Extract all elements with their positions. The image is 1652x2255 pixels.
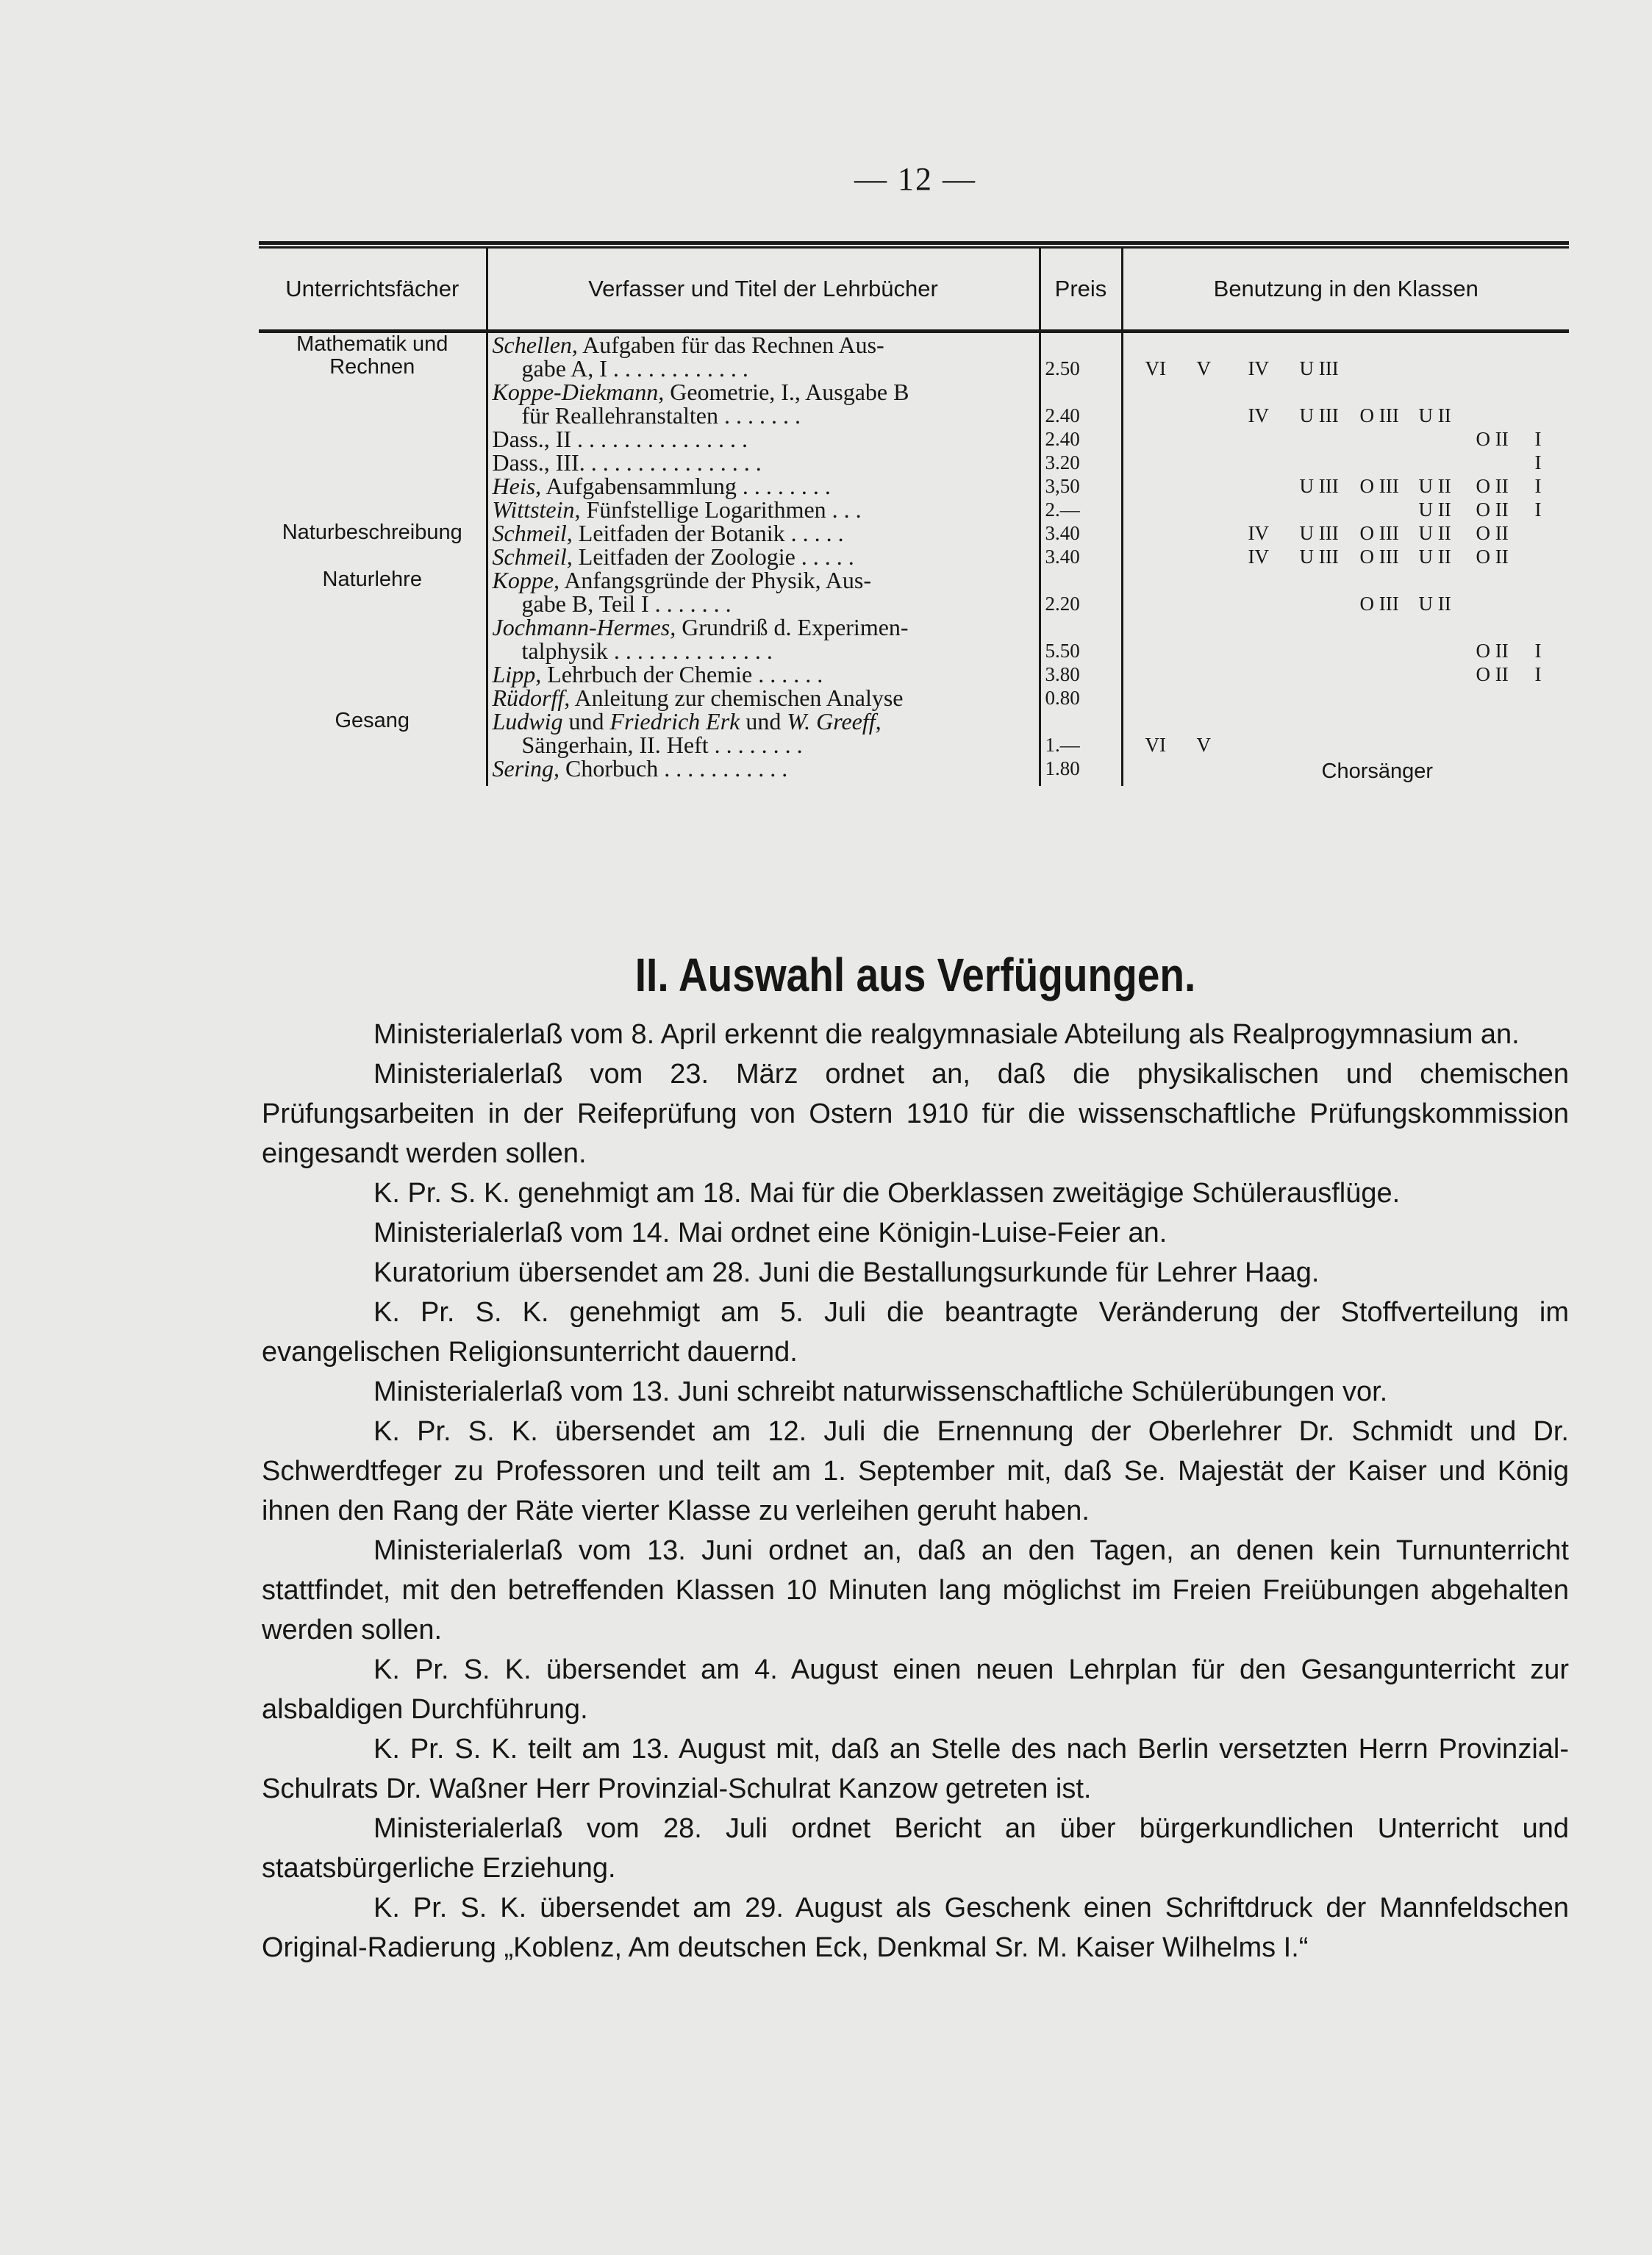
book-title: Leitfaden der Zoologie . . . . . (572, 543, 854, 570)
class-cell: O II (1476, 428, 1509, 450)
book-price: 5.50 (1045, 640, 1080, 662)
book-price: 3.20 (1045, 451, 1080, 473)
class-cell: IV (1248, 404, 1269, 426)
book-author: Schmeil, (492, 520, 573, 546)
paragraph: Ministerialerlaß vom 13. Juni ordnet an, daß an den Tagen, an denen kein Turnunterricht stattfindet, mit den betreffenden Klassen 10 Minuten lang möglichst im Freien Freiübungen abgehalten werden sollen. (262, 1535, 1569, 1645)
book-price: 2.40 (1045, 404, 1080, 426)
class-cell: U III (1299, 357, 1339, 379)
subject-math-2: Rechnen (329, 355, 415, 379)
subject-music: Gesang (335, 709, 410, 732)
book-title: Geometrie, I., Ausgabe B (664, 379, 909, 405)
book-author: Koppe, (492, 567, 560, 593)
table-row (259, 498, 1569, 521)
class-cell: U II (1418, 404, 1451, 426)
header-book: Verfasser und Titel der Lehrbücher (487, 249, 1040, 329)
book-title-cont: für Reallehranstalten . . . . . . . (521, 402, 801, 429)
textbook-table (259, 241, 1569, 786)
class-cell: V (1196, 357, 1211, 379)
book-title: Chorbuch . . . . . . . . . . . (559, 755, 788, 782)
class-cell: O II (1476, 522, 1509, 544)
class-cell: U III (1299, 522, 1339, 544)
book-author-2: Friedrich Erk (609, 708, 740, 735)
subject-physics: Naturlehre (322, 568, 422, 591)
paragraph: Ministerialerlaß vom 23. März ordnet an, daß die physikalischen und chemischen Prüfungsarbeiten in der Reifeprüfung von Ostern 1910 für die wissenschaftliche Prüfungskommission eingesandt werden sollen. (262, 1059, 1569, 1169)
class-cell: O III (1359, 593, 1399, 615)
class-cell: VI (1145, 734, 1166, 756)
book-price: 2.50 (1045, 357, 1080, 379)
paragraph: Ministerialerlaß vom 13. Juni schreibt naturwissenschaftliche Schülerübungen vor. (373, 1376, 1388, 1407)
book-title: Grundriß d. Experimen- (676, 614, 909, 640)
class-cell: I (1534, 663, 1542, 685)
book-title: Anfangsgründe der Physik, Aus- (559, 567, 872, 593)
book-price: 2.20 (1045, 593, 1080, 615)
class-cell: O III (1359, 475, 1399, 497)
class-cell: IV (1248, 357, 1269, 379)
book-author: Schellen, (492, 332, 578, 358)
class-cell: I (1534, 475, 1542, 497)
book-title: Lehrbuch der Chemie . . . . . . (541, 661, 823, 687)
book-title-2: und (740, 708, 787, 735)
class-cell: U II (1418, 522, 1451, 544)
class-cell: VI (1145, 357, 1166, 379)
table-row (259, 568, 1569, 615)
table-row (259, 451, 1569, 474)
book-title: Leitfaden der Botanik . . . . . (572, 520, 844, 546)
class-cell: O II (1476, 498, 1509, 521)
paragraph: Ministerialerlaß vom 8. April erkennt die realgymnasiale Abteilung als Realprogymnasium an. (373, 1019, 1520, 1050)
table-row (259, 474, 1569, 498)
class-cell: I (1534, 451, 1542, 473)
subject-math-1: Mathematik und (296, 332, 448, 356)
table-row (259, 427, 1569, 451)
book-title: Aufgabensammlung . . . . . . . . (541, 473, 831, 499)
paragraph: K. Pr. S. K. übersendet am 29. August als Geschenk einen Schriftdruck der Mannfeldschen Original-Radierung „Koblenz, Am deutschen Eck, Denkmal Sr. M. Kaiser Wilhelms I.“ (262, 1893, 1569, 1963)
page-number: — 12 — (854, 161, 976, 197)
book-author: Lipp, (492, 661, 542, 687)
class-cell: U II (1418, 498, 1451, 521)
header-subject: Unterrichtsfächer (285, 276, 460, 301)
class-cell: O III (1359, 404, 1399, 426)
book-author: Heis, (492, 473, 542, 499)
book-title: Dass., II . . . . . . . . . . . . . . . (492, 426, 748, 452)
book-title: Dass., III. . . . . . . . . . . . . . . . (492, 449, 762, 476)
book-author: Jochmann-Hermes, (492, 614, 676, 640)
table-row (259, 757, 1569, 786)
class-cell: IV (1248, 522, 1269, 544)
class-cell: U III (1299, 546, 1339, 568)
header-price: Preis (1040, 249, 1122, 329)
book-author-3: W. Greeff, (787, 708, 882, 735)
class-cell: V (1196, 734, 1211, 756)
class-cell: I (1534, 640, 1542, 662)
paragraph: Ministerialerlaß vom 28. Juli ordnet Bericht an über bürgerkundlichen Unterricht und staatsbürgerliche Erziehung. (262, 1813, 1569, 1884)
table-row (259, 545, 1569, 568)
table-header-row (259, 249, 1569, 329)
class-cell: O III (1359, 522, 1399, 544)
book-author: Ludwig (492, 708, 563, 735)
table-row (259, 710, 1569, 757)
book-price: 1.— (1045, 734, 1080, 756)
table-row (259, 686, 1569, 710)
paragraph: Ministerialerlaß vom 14. Mai ordnet eine Königin-Luise-Feier an. (373, 1218, 1168, 1248)
book-price: 1.80 (1045, 757, 1080, 779)
class-cell: IV (1248, 546, 1269, 568)
book-price: 2.40 (1045, 428, 1080, 450)
class-cell: I (1534, 498, 1542, 521)
paragraph: K. Pr. S. K. genehmigt am 18. Mai für die Oberklassen zweitägige Schülerausflüge. (373, 1178, 1401, 1209)
paragraph: K. Pr. S. K. übersendet am 12. Juli die Ernennung der Oberlehrer Dr. Schmidt und Dr. Schwerdtfeger zu Professoren und teilt am 1. September mit, daß Se. Majestät der Kaiser und König ihnen den Rang der Räte vierter Klasse zu verleihen geruht haben. (262, 1416, 1569, 1526)
table-row (259, 521, 1569, 545)
book-title-cont: gabe B, Teil I . . . . . . . (521, 590, 732, 617)
class-cell: U II (1418, 475, 1451, 497)
class-cell: O II (1476, 546, 1509, 568)
book-price: 3.80 (1045, 663, 1080, 685)
ordinances-section (262, 948, 1569, 1968)
subject-bio: Naturbeschreibung (282, 521, 462, 544)
book-price: 3.40 (1045, 546, 1080, 568)
section-heading: II. Auswahl aus Verfügungen. (634, 948, 1196, 1001)
book-title: Anleitung zur chemischen Analyse (570, 685, 904, 711)
book-title: und (562, 708, 610, 735)
book-price: 3,50 (1045, 475, 1080, 497)
table-row (259, 615, 1569, 662)
header-classes: Benutzung in den Klassen (1122, 249, 1569, 329)
book-price: 2.— (1045, 498, 1080, 521)
book-title-cont: Sängerhain, II. Heft . . . . . . . . (521, 732, 803, 758)
class-cell: I (1534, 428, 1542, 450)
book-title: Fünfstellige Logarithmen . . . (580, 496, 862, 523)
book-author: Rüdorff, (492, 685, 571, 711)
class-cell: U II (1418, 546, 1451, 568)
class-cell: Chorsänger (1321, 760, 1434, 783)
class-cell: O III (1359, 546, 1399, 568)
book-title-cont: gabe A, I . . . . . . . . . . . . (521, 355, 748, 382)
paragraph: K. Pr. S. K. übersendet am 4. August einen neuen Lehrplan für den Gesangunterricht zur alsbaldigen Durchführung. (262, 1654, 1569, 1725)
class-cell: O II (1476, 475, 1509, 497)
class-cell: O II (1476, 640, 1509, 662)
table-row (259, 333, 1569, 380)
book-author: Schmeil, (492, 543, 573, 570)
book-price: 0.80 (1045, 687, 1080, 709)
table-top-rule (259, 241, 1569, 249)
paragraph: K. Pr. S. K. genehmigt am 5. Juli die beantragte Veränderung der Stoffverteilung im evangelischen Religionsunterricht dauernd. (262, 1297, 1569, 1368)
paragraph: Kuratorium übersendet am 28. Juni die Bestallungsurkunde für Lehrer Haag. (373, 1257, 1320, 1288)
book-author: Wittstein, (492, 496, 581, 523)
textbook-table-grid (259, 249, 1569, 786)
book-price: 3.40 (1045, 522, 1080, 544)
book-author: Koppe-Diekmann, (492, 379, 665, 405)
book-author: Sering, (492, 755, 560, 782)
paragraph: K. Pr. S. K. teilt am 13. August mit, daß an Stelle des nach Berlin versetzten Herrn Provinzial-Schulrats Dr. Waßner Herr Provinzial-Schulrat Kanzow getreten ist. (262, 1734, 1569, 1804)
class-cell: U II (1418, 593, 1451, 615)
book-title-cont: talphysik . . . . . . . . . . . . . . (521, 637, 773, 664)
class-cell: O II (1476, 663, 1509, 685)
book-title: Aufgaben für das Rechnen Aus- (577, 332, 884, 358)
class-cell: U III (1299, 475, 1339, 497)
class-cell: U III (1299, 404, 1339, 426)
table-row (259, 662, 1569, 686)
